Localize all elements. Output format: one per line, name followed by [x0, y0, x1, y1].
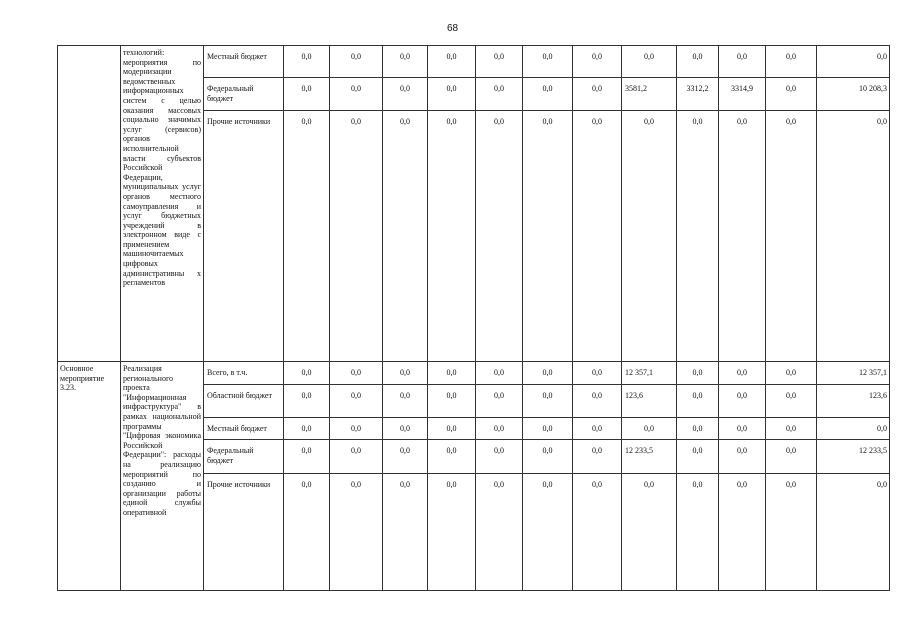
value-cell: 0,0	[523, 385, 573, 418]
value-cell: 0,0	[523, 78, 573, 111]
value-cell: 0,0	[677, 111, 719, 362]
value-cell: 0,0	[573, 78, 622, 111]
value-cell: 0,0	[330, 362, 383, 385]
funding-source-cell: Местный бюджет	[204, 418, 284, 440]
value-cell: 0,0	[766, 78, 817, 111]
value-cell: 0,0	[284, 440, 330, 474]
value-cell: 0,0	[719, 418, 766, 440]
value-cell: 0,0	[523, 440, 573, 474]
value-cell: 0,0	[476, 440, 523, 474]
value-cell: 0,0	[284, 111, 330, 362]
value-cell: 0,0	[284, 362, 330, 385]
measure-label-cell	[58, 46, 121, 362]
value-cell: 0,0	[284, 46, 330, 78]
value-cell: 0,0	[677, 46, 719, 78]
measure-label-cell: Основное мероприятие 3.23.	[58, 362, 121, 591]
value-cell: 0,0	[817, 474, 890, 591]
value-cell: 0,0	[766, 111, 817, 362]
value-cell: 0,0	[523, 46, 573, 78]
value-cell: 0,0	[284, 78, 330, 111]
value-cell: 0,0	[330, 418, 383, 440]
funding-source-cell: Местный бюджет	[204, 46, 284, 78]
value-cell: 0,0	[573, 46, 622, 78]
funding-source-cell: Прочие источники	[204, 111, 284, 362]
value-cell: 0,0	[428, 111, 476, 362]
value-cell: 0,0	[523, 111, 573, 362]
value-cell: 12 233,5	[817, 440, 890, 474]
value-cell: 12 233,5	[622, 440, 677, 474]
value-cell: 0,0	[476, 385, 523, 418]
value-cell: 0,0	[817, 111, 890, 362]
value-cell: 0,0	[677, 474, 719, 591]
value-cell: 0,0	[622, 46, 677, 78]
funding-source-cell: Федеральный бюджет	[204, 440, 284, 474]
value-cell: 0,0	[476, 46, 523, 78]
value-cell: 0,0	[677, 385, 719, 418]
value-cell: 0,0	[383, 474, 428, 591]
value-cell: 0,0	[766, 385, 817, 418]
value-cell: 0,0	[428, 440, 476, 474]
value-cell: 0,0	[817, 418, 890, 440]
value-cell: 0,0	[573, 362, 622, 385]
value-cell: 0,0	[284, 385, 330, 418]
value-cell: 12 357,1	[817, 362, 890, 385]
value-cell: 0,0	[573, 474, 622, 591]
page-number: 68	[446, 23, 459, 34]
value-cell: 0,0	[719, 385, 766, 418]
funding-source-cell: Всего, в т.ч.	[204, 362, 284, 385]
value-cell: 0,0	[622, 111, 677, 362]
value-cell: 0,0	[677, 362, 719, 385]
value-cell: 0,0	[766, 362, 817, 385]
value-cell: 0,0	[573, 111, 622, 362]
value-cell: 0,0	[428, 385, 476, 418]
value-cell: 0,0	[330, 474, 383, 591]
value-cell: 0,0	[476, 78, 523, 111]
value-cell: 0,0	[383, 111, 428, 362]
value-cell: 0,0	[476, 418, 523, 440]
value-cell: 123,6	[817, 385, 890, 418]
value-cell: 0,0	[817, 46, 890, 78]
value-cell: 0,0	[330, 440, 383, 474]
value-cell: 3581,2	[622, 78, 677, 111]
measure-description-cell: технологий: мероприятия по модернизации ведомственных информационных систем с целью оказания массовых социально значимых услуг (сервисов) органов исполнительной власти субъектов Российской Федерации, муниципальных услуг органов местного самоуправления и услуг бюджетных учреждений в электронном виде с применением машиночитаемых цифровых административны х регламентов	[121, 46, 204, 362]
value-cell: 0,0	[719, 46, 766, 78]
value-cell: 3314,9	[719, 78, 766, 111]
value-cell: 0,0	[476, 362, 523, 385]
value-cell: 0,0	[622, 418, 677, 440]
value-cell: 10 208,3	[817, 78, 890, 111]
value-cell: 0,0	[573, 385, 622, 418]
value-cell: 0,0	[428, 46, 476, 78]
value-cell: 0,0	[523, 474, 573, 591]
value-cell: 0,0	[428, 78, 476, 111]
funding-source-cell: Областной бюджет	[204, 385, 284, 418]
value-cell: 0,0	[719, 111, 766, 362]
value-cell: 0,0	[383, 418, 428, 440]
value-cell: 0,0	[719, 474, 766, 591]
value-cell: 0,0	[383, 362, 428, 385]
value-cell: 0,0	[330, 385, 383, 418]
value-cell: 0,0	[573, 440, 622, 474]
funding-source-cell: Федеральный бюджет	[204, 78, 284, 111]
value-cell: 0,0	[573, 418, 622, 440]
value-cell: 0,0	[476, 111, 523, 362]
value-cell: 0,0	[383, 385, 428, 418]
value-cell: 0,0	[428, 474, 476, 591]
value-cell: 0,0	[523, 418, 573, 440]
value-cell: 0,0	[284, 418, 330, 440]
value-cell: 0,0	[677, 418, 719, 440]
value-cell: 0,0	[766, 440, 817, 474]
value-cell: 3312,2	[677, 78, 719, 111]
value-cell: 0,0	[284, 474, 330, 591]
value-cell: 0,0	[523, 362, 573, 385]
value-cell: 0,0	[330, 78, 383, 111]
value-cell: 0,0	[476, 474, 523, 591]
value-cell: 0,0	[622, 474, 677, 591]
table-row	[58, 46, 890, 78]
value-cell: 0,0	[383, 78, 428, 111]
funding-source-cell: Прочие источники	[204, 474, 284, 591]
value-cell: 0,0	[719, 440, 766, 474]
value-cell: 12 357,1	[622, 362, 677, 385]
value-cell: 0,0	[766, 418, 817, 440]
table-row	[58, 362, 890, 385]
value-cell: 0,0	[428, 362, 476, 385]
value-cell: 0,0	[330, 111, 383, 362]
budget-table	[57, 45, 890, 591]
value-cell: 0,0	[383, 440, 428, 474]
value-cell: 0,0	[383, 46, 428, 78]
value-cell: 0,0	[677, 440, 719, 474]
value-cell: 123,6	[622, 385, 677, 418]
value-cell: 0,0	[330, 46, 383, 78]
value-cell: 0,0	[766, 46, 817, 78]
value-cell: 0,0	[428, 418, 476, 440]
value-cell: 0,0	[766, 474, 817, 591]
measure-description-cell: Реализация регионального проекта "Информационная инфраструктура" в рамках национальной программы "Цифровая экономика Российской Федерации": расходы на реализацию мероприятий по созданию и организации работы единой службы оперативной	[121, 362, 204, 591]
value-cell: 0,0	[719, 362, 766, 385]
